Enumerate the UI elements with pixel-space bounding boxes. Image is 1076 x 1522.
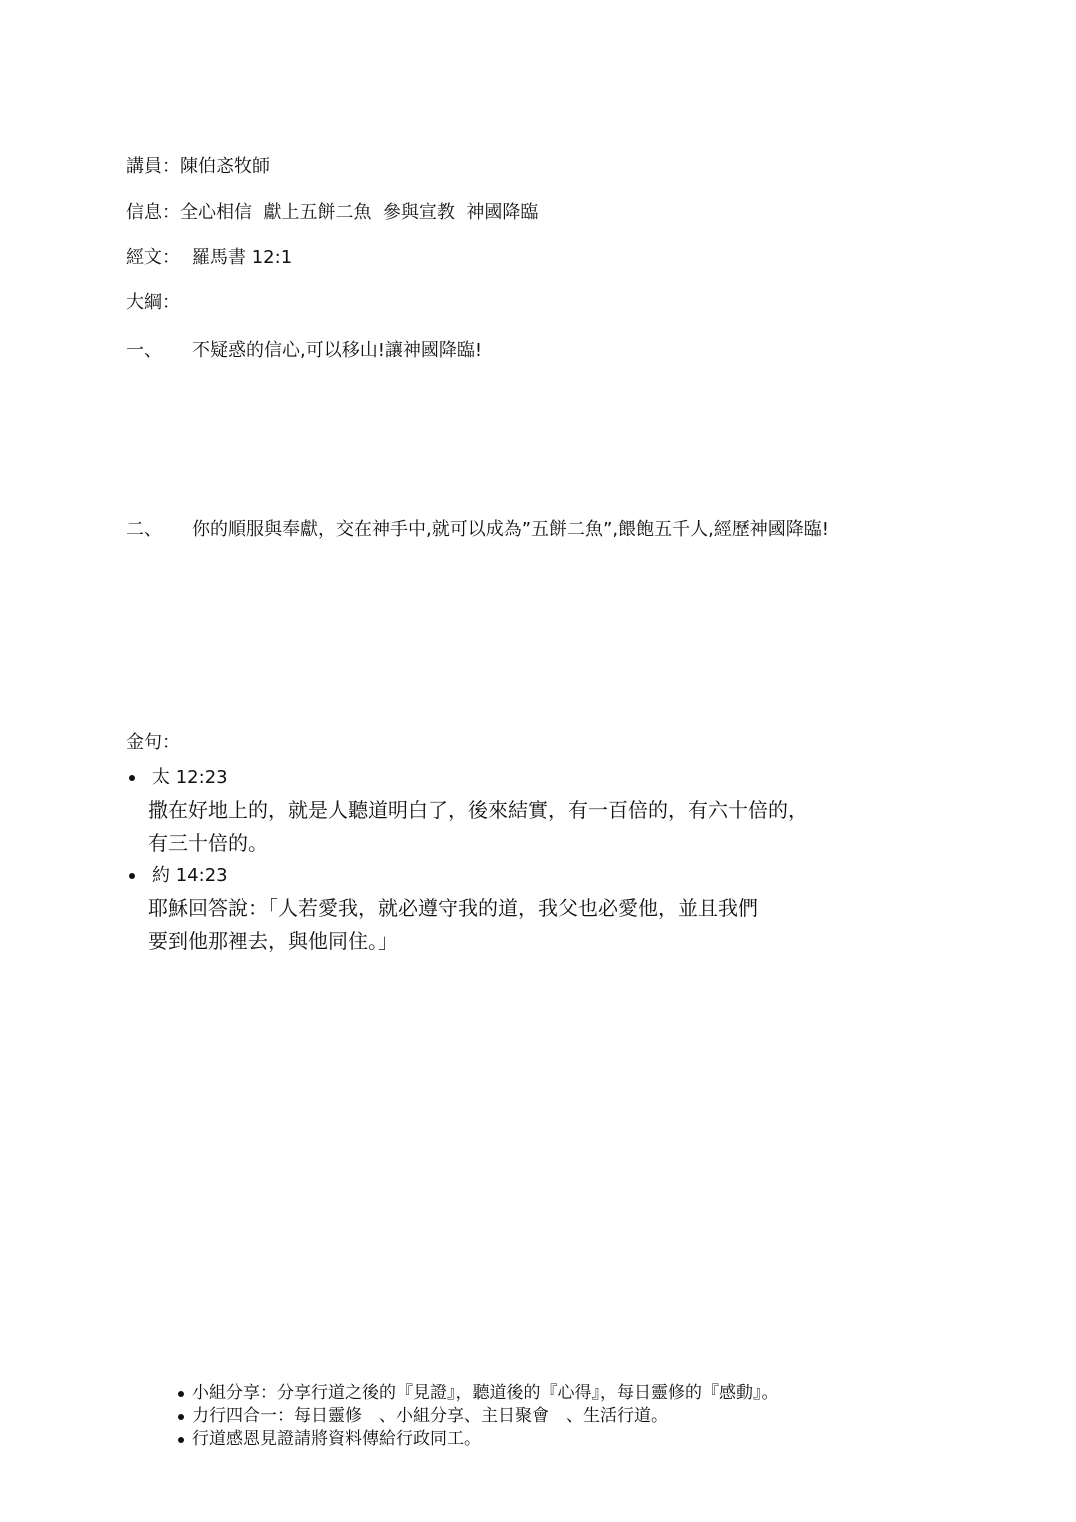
message-line	[126, 201, 538, 225]
outline-point-2	[126, 518, 829, 542]
golden-verse-list	[126, 762, 808, 958]
note-item	[178, 1428, 779, 1451]
golden-verse-label: 金句：	[126, 732, 180, 753]
note-text: 力行四合一：每日靈修 、小組分享、主日聚會 、生活行道。	[192, 1406, 668, 1426]
verse-reference-row	[126, 762, 808, 794]
message-label: 信息：	[126, 202, 180, 223]
message-title: 全心相信 獻上五餅二魚 參與宣教 神國降臨	[180, 202, 539, 223]
verse-reference-row	[126, 860, 808, 892]
golden-verse-item	[126, 762, 808, 860]
verse-text-line: 撒在好地上的，就是人聽道明白了，後來結實，有一百倍的，有六十倍的，	[148, 798, 808, 822]
scripture-line	[126, 246, 292, 270]
outline-text: 你的順服與奉獻，交在神手中,就可以成為”五餅二魚”,餵飽五千人,經歷神國降臨!	[192, 519, 830, 540]
outline-heading	[126, 291, 180, 315]
bullet-icon	[129, 873, 135, 879]
outline-number: 二、	[126, 519, 162, 540]
outline-text: 不疑惑的信心,可以移山!讓神國降臨!	[192, 340, 483, 361]
speaker-name: 陳伯忞牧師	[180, 156, 270, 177]
outline-number: 一、	[126, 340, 162, 361]
note-item	[178, 1405, 779, 1428]
bullet-icon	[129, 775, 135, 781]
notes-list	[178, 1382, 779, 1451]
golden-verse-item	[126, 860, 808, 958]
note-text: 行道感恩見證請將資料傳給行政同工。	[192, 1429, 481, 1449]
verse-reference: 約 14:23	[152, 865, 228, 886]
bullet-icon	[178, 1391, 184, 1397]
note-text: 小組分享：分享行道之後的『見證』，聽道後的『心得』，每日靈修的『感動』。	[192, 1383, 779, 1403]
bullet-icon	[178, 1437, 184, 1443]
scripture-label: 經文：	[126, 247, 180, 268]
outline-label: 大綱：	[126, 292, 180, 313]
bullet-icon	[178, 1414, 184, 1420]
verse-text-line: 有三十倍的。	[148, 831, 268, 855]
golden-verse-heading	[126, 731, 180, 755]
outline-point-1	[126, 339, 482, 363]
speaker-label: 講員：	[126, 156, 180, 177]
verse-text-line: 要到他那裡去，與他同住。」	[148, 929, 398, 953]
speaker-line	[126, 155, 270, 179]
verse-reference: 太 12:23	[152, 767, 228, 788]
scripture-reference: 羅馬書 12:1	[192, 247, 293, 268]
note-item	[178, 1382, 779, 1405]
verse-text-line: 耶穌回答說：「人若愛我，就必遵守我的道，我父也必愛他，並且我們	[148, 896, 758, 920]
